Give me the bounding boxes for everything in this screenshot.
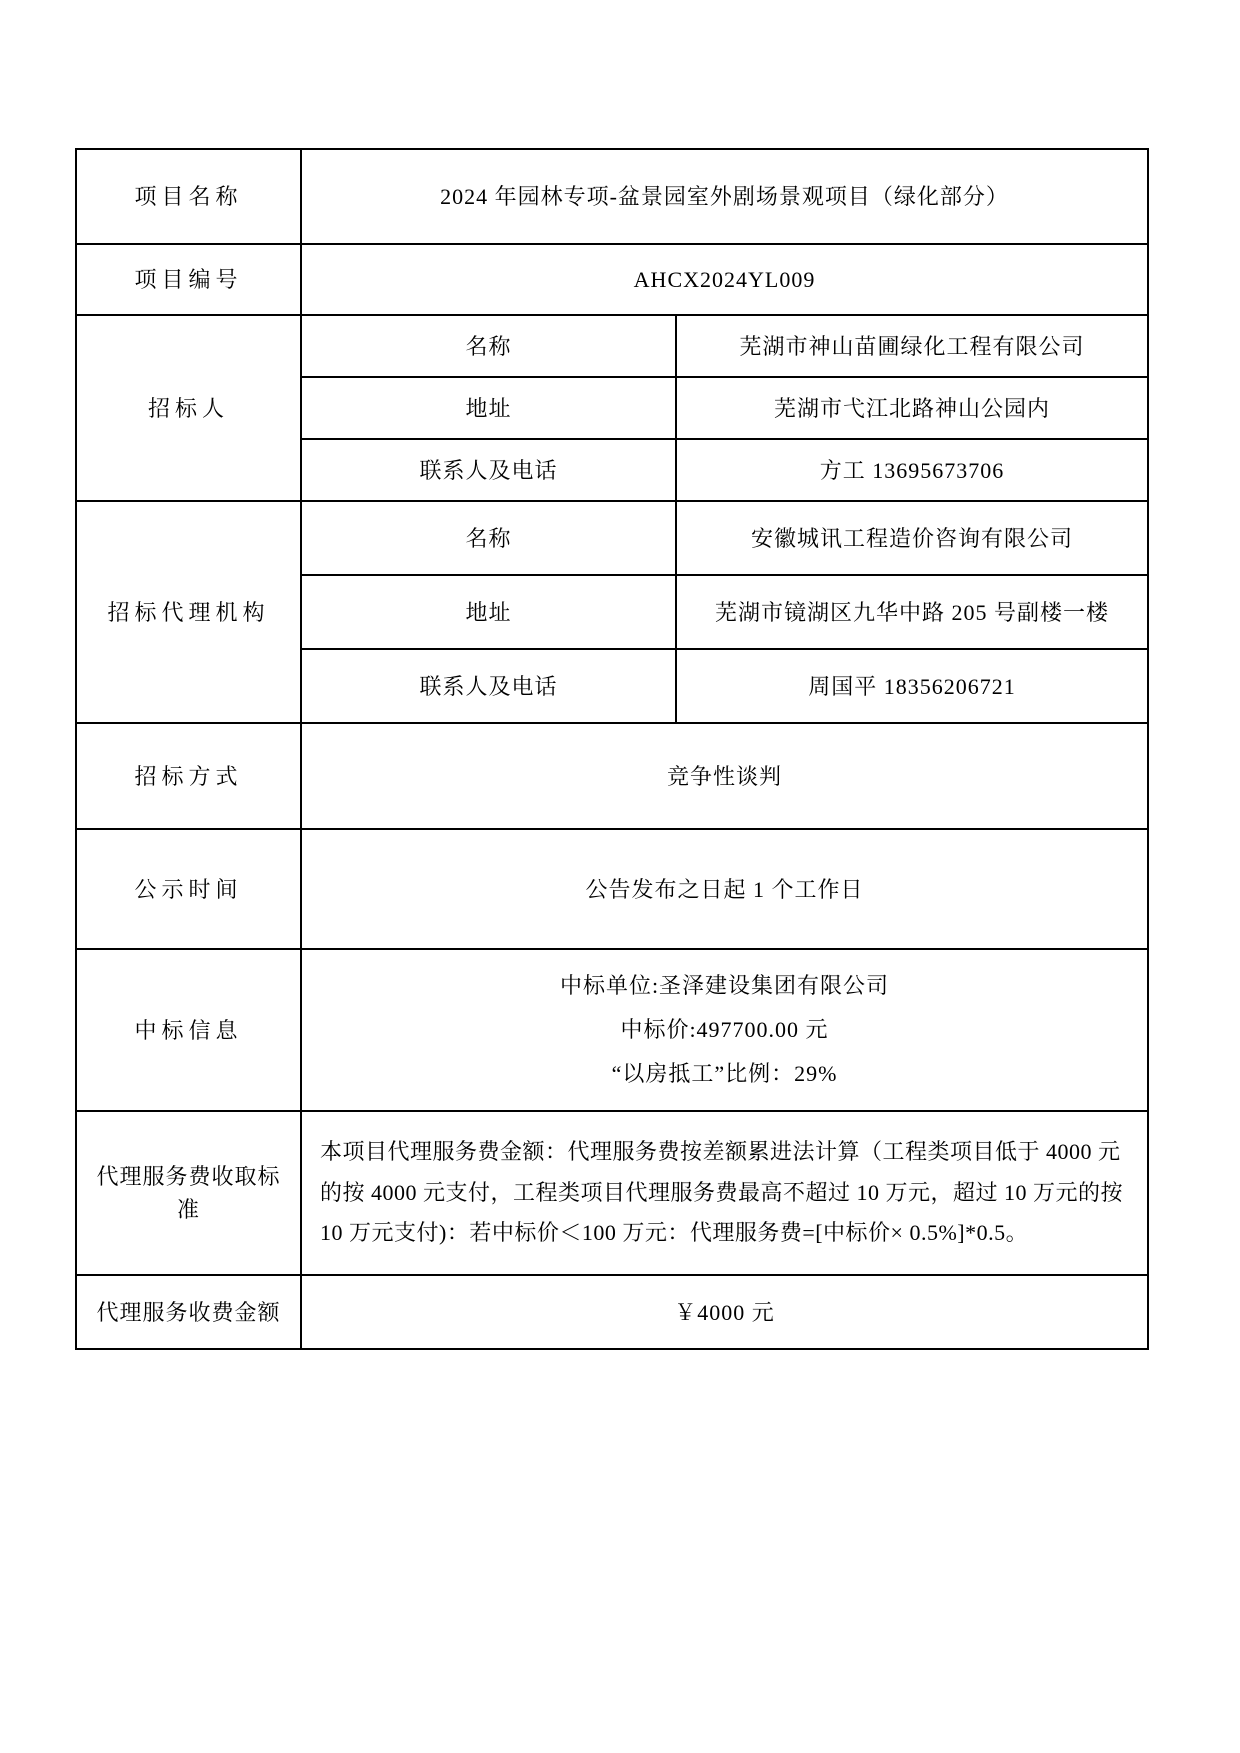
agency-name-label: 名称 <box>301 501 676 575</box>
tenderer-address-label: 地址 <box>301 377 676 439</box>
agency-contact-value: 周国平 18356206721 <box>676 649 1148 723</box>
table-row <box>76 149 1148 244</box>
project-number-label: 项目编号 <box>76 244 301 315</box>
award-ratio-line: “以房抵工”比例：29% <box>611 1061 838 1086</box>
tender-method-label: 招标方式 <box>76 723 301 829</box>
tender-method-value: 竞争性谈判 <box>301 723 1148 829</box>
table-row <box>76 244 1148 315</box>
award-info-value <box>301 949 1148 1111</box>
award-info-label: 中标信息 <box>76 949 301 1111</box>
table-row <box>76 315 1148 377</box>
tender-info-table <box>75 148 1149 1350</box>
publicity-period-label: 公示时间 <box>76 829 301 949</box>
table-row <box>76 1275 1148 1349</box>
tenderer-name-label: 名称 <box>301 315 676 377</box>
award-winner-line: 中标单位:圣泽建设集团有限公司 <box>559 973 890 998</box>
project-name-label: 项目名称 <box>76 149 301 244</box>
tenderer-contact-value: 方工 13695673706 <box>676 439 1148 501</box>
agency-fee-amount-label: 代理服务收费金额 <box>76 1275 301 1349</box>
project-name-value: 2024 年园林专项-盆景园室外剧场景观项目（绿化部分） <box>301 149 1148 244</box>
publicity-period-value: 公告发布之日起 1 个工作日 <box>301 829 1148 949</box>
table-row <box>76 723 1148 829</box>
table-row <box>76 949 1148 1111</box>
tenderer-contact-label: 联系人及电话 <box>301 439 676 501</box>
table-row <box>76 1111 1148 1275</box>
agency-contact-label: 联系人及电话 <box>301 649 676 723</box>
tenderer-name-value: 芜湖市神山苗圃绿化工程有限公司 <box>676 315 1148 377</box>
table-row <box>76 829 1148 949</box>
table-row <box>76 501 1148 575</box>
agency-address-value: 芜湖市镜湖区九华中路 205 号副楼一楼 <box>676 575 1148 649</box>
project-number-value: AHCX2024YL009 <box>301 244 1148 315</box>
award-price-line: 中标价:497700.00 元 <box>620 1017 829 1042</box>
tenderer-address-value: 芜湖市弋江北路神山公园内 <box>676 377 1148 439</box>
agency-fee-standard-label: 代理服务费收取标准 <box>76 1111 301 1275</box>
tenderer-section-label: 招标人 <box>76 315 301 501</box>
agency-fee-standard-value: 本项目代理服务费金额：代理服务费按差额累进法计算（工程类项目低于 4000 元的按 4000 元支付，工程类项目代理服务费最高不超过 10 万元，超过 10 万元的按 10 万元支付)：若中标价＜100 万元：代理服务费=[中标价× 0.5%]*0.5。 <box>301 1111 1148 1275</box>
agency-section-label: 招标代理机构 <box>76 501 301 723</box>
agency-fee-amount-value: ￥4000 元 <box>301 1275 1148 1349</box>
agency-name-value: 安徽城讯工程造价咨询有限公司 <box>676 501 1148 575</box>
agency-address-label: 地址 <box>301 575 676 649</box>
